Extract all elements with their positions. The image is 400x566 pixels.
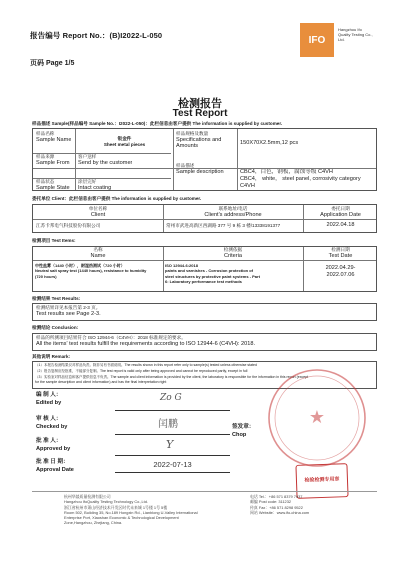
col-en: Criteria	[223, 253, 243, 259]
footer-post: 邮编 Post code: 311232	[250, 499, 292, 505]
spec-label	[176, 131, 236, 149]
test-date-start: 2022.04.29-	[325, 265, 356, 271]
criteria-line-2: paints and varnishes - Corrosion protection of	[165, 268, 254, 274]
footer-tel: 电话 Tel.：+86 571 8379 7037	[250, 494, 303, 499]
value-cn: 涂层完好	[78, 179, 97, 184]
footer-line-3: 浙江省杭州市萧山经济技术开发区时代未来城 1号楼 1号 5楼	[64, 504, 168, 510]
remarks-heading: 其他说明 Remark:	[32, 354, 71, 359]
approved-by-label	[36, 438, 70, 453]
col-en: Name	[90, 253, 106, 259]
desc-line-2: CBC4， white， steel panel, corrosivity category	[240, 176, 361, 182]
approved-by-line	[115, 455, 230, 456]
label-en: Sample Name	[36, 137, 72, 143]
prepared-by-line	[115, 410, 230, 411]
test-name	[35, 263, 162, 279]
col-cn: 检测依据	[223, 247, 243, 252]
approved-by-signature: Y	[166, 438, 174, 451]
sample-name-value	[77, 136, 172, 148]
test-date-col-header	[303, 247, 378, 259]
criteria-col-header	[163, 247, 303, 259]
results-text	[36, 305, 101, 317]
label-en: Sample description	[176, 169, 224, 175]
label-en-2: Amounts	[176, 143, 199, 149]
company-line-2: Quality Testing Co.,	[338, 32, 373, 38]
label-en: Chop	[232, 431, 247, 438]
label-en: Sample State	[36, 185, 70, 191]
sample-name-label	[36, 131, 71, 143]
conclusion-en: All the items' test results fulfill the requirements according to ISO 12944-6 (C4VH): 2018.	[36, 341, 256, 347]
remark-4: for the sample description and client information) and has the final interpretation right	[35, 380, 167, 385]
conclusion-cn: 样品的所测项目结果符合 ISO 12944-6（C4VH）：2018 标准规定的要求。	[36, 335, 186, 340]
company-logo	[300, 23, 334, 57]
conclusion-box	[32, 333, 377, 351]
label-en: Edited by	[36, 399, 62, 406]
company-small-name	[338, 27, 388, 43]
test-items-table	[32, 246, 377, 292]
footer-fax: 传真 Fax：+86 571 8298 9522	[250, 504, 303, 510]
client-name: 江苏卡邦电气科技股份有限公司	[36, 223, 101, 228]
test-date-end: 2022.07.06	[326, 272, 355, 278]
page-indicator: 页码 Page 1/5	[30, 60, 75, 67]
value-cn: 钣金件	[117, 136, 132, 141]
client-table	[32, 204, 377, 233]
label-cn: 签发章：	[232, 424, 255, 430]
chop-label	[232, 424, 254, 439]
sample-from-value	[78, 154, 132, 166]
sample-state-value	[78, 179, 111, 191]
remark-3: （3）实验室对样品信息和客户提供信息不负责。The sample and client information is provided by the client, the laboratory is responsible for the information in this report (except	[35, 374, 309, 379]
spec-value: 150X70X2.5mm,12 pcs	[240, 140, 299, 146]
address-col-header	[163, 206, 303, 218]
label-cn: 样品描述	[176, 163, 195, 168]
value-en: Send by the customer	[78, 160, 133, 166]
application-date: 2022.04.18	[326, 222, 355, 228]
test-criteria	[165, 263, 302, 285]
col-cn: 联系地址/电话	[218, 206, 248, 211]
col-cn: 委托日期	[331, 206, 350, 211]
sample-table	[32, 128, 377, 191]
footer-address	[64, 494, 244, 526]
desc-line-1: CBC4，白色，钢板，腐蚀等级 C4VH	[240, 169, 333, 175]
label-cn: 编 制 人：	[36, 392, 62, 398]
label-cn: 样品规格及数量	[176, 131, 209, 136]
checked-by-label	[36, 416, 67, 431]
footer-contact	[250, 494, 380, 515]
remark-2: （2）报告复制应经批准，不能部分复制。The test report is valid only after being approved and cannot be reproduced partly, except in full	[35, 368, 248, 373]
col-cn: 单位名称	[88, 206, 108, 211]
col-cn: 名称	[93, 247, 103, 252]
label-cn: 样品状态	[36, 179, 55, 184]
sample-desc-value	[240, 169, 375, 190]
col-en: Client	[90, 212, 106, 218]
client-address: 常州市武进高新区西湖路 377 号 9 栋 3 楼/13338191377	[166, 223, 281, 228]
label-en-1: Specifications and	[176, 137, 222, 143]
value-en: Sheet metal pieces	[103, 142, 146, 147]
label-cn: 批 准 人：	[36, 438, 62, 444]
test-name-line-3: (720 hours)	[35, 273, 57, 279]
footer-divider	[32, 491, 377, 492]
prepared-by-signature: Zo G	[160, 393, 182, 403]
official-seal	[262, 366, 372, 470]
test-name-line-1: 中性盐雾（1440 小时），耐湿热测试（720 小时）	[35, 263, 125, 268]
label-en: Sample From	[36, 160, 70, 166]
results-cn: 检测结果详见本报告第 2-3 页。	[36, 305, 101, 310]
footer-line-5: Enterprise Port, Xiaoshan Economic & Technological Development	[64, 515, 179, 521]
sample-desc-label	[176, 163, 224, 175]
client-col-header	[33, 206, 163, 218]
criteria-line-3: steel structures by protective paint systems - Part	[165, 273, 260, 279]
client-section-heading: 委托单位 Client：此栏信息由客户提供 The information is supplied by customer.	[32, 196, 202, 201]
report-number: 报告编号 Report No.：(B)I2022-L-050	[30, 31, 163, 40]
results-en: Test results see Page 2-3.	[36, 311, 101, 317]
prepared-by-label	[36, 392, 61, 407]
footer-line-4: Room 502, Building 35, No.189 Hongxin Rd., Lianblong U-Valley International	[64, 509, 198, 515]
footer-line-6: Zone,Hangzhou, Zhejiang, China.	[64, 520, 123, 526]
name-col-header	[33, 247, 163, 259]
label-cn: 批 准 日 期：	[36, 459, 69, 465]
label-cn: 审 核 人：	[36, 416, 62, 422]
results-box	[32, 303, 377, 321]
col-cn: 检测日期	[331, 247, 350, 252]
test-date	[303, 265, 378, 279]
company-line-3: Ltd.	[338, 37, 345, 43]
test-name-line-2: Neutral salt spray test (1440 hours), resistance to humidity	[35, 268, 147, 274]
company-line-1: Hangzhou Ifo	[338, 27, 362, 32]
test-items-heading: 检测项目 Test Items:	[32, 238, 76, 243]
checked-by-line	[115, 434, 230, 435]
checked-by-signature: 闰鹏	[158, 419, 178, 430]
sample-from-label	[36, 154, 70, 166]
footer-line-1: 杭州华燚质量检测有限公司	[64, 494, 111, 499]
conclusion-text	[36, 335, 376, 347]
desc-line-3: C4VH	[240, 183, 255, 189]
approval-date-label	[36, 459, 74, 474]
approval-date-value: 2022-07-13	[153, 460, 192, 469]
label-cn: 样品来源	[36, 154, 55, 159]
remark-1: （1）本报告检测结果仅对样品负责。除非另有书面说明。The results shown in this report refer only to sample(s) tested unless otherwise stated	[35, 363, 257, 367]
label-en: Approval Date	[36, 466, 74, 473]
conclusion-heading: 检测结论 Conclusion:	[32, 325, 79, 330]
footer-line-2: Hangzhou IfoQuality Testing Technology Co.,Ltd.	[64, 499, 148, 505]
criteria-line-1: ISO 12944-6:2018	[165, 263, 198, 268]
title-english: Test Report	[172, 108, 228, 119]
results-heading: 检测结果 Test Results:	[32, 296, 81, 301]
label-en: Checked by	[36, 423, 68, 430]
title-chinese: 检测报告	[178, 98, 222, 110]
col-en: Test Date	[328, 253, 353, 259]
date-col-header	[303, 206, 378, 218]
value-cn: 客户送样	[78, 154, 97, 159]
label-en: Approved by	[36, 445, 71, 452]
approval-date-line	[115, 472, 230, 473]
chop-text: 检验检测专用章	[304, 476, 340, 484]
svg-text:★: ★	[308, 407, 326, 427]
logo-text: IFO	[308, 34, 326, 46]
sample-state-label	[36, 179, 70, 191]
col-en: Application Date	[320, 212, 361, 218]
value-en: Intact coating	[78, 185, 112, 191]
sample-section-heading: 样品描述 Sample(样品编号 Sample No.：I2022-L-050)：此栏信息由客户提供 The information is supplied by customer.	[32, 121, 283, 126]
label-cn: 样品名称	[36, 131, 55, 136]
col-en: Client's address/Phone	[204, 212, 262, 218]
footer-web: 网站 Website：www.ifo-china.com	[250, 509, 310, 515]
criteria-line-4: 6: Laboratory performance test methods	[165, 279, 242, 285]
